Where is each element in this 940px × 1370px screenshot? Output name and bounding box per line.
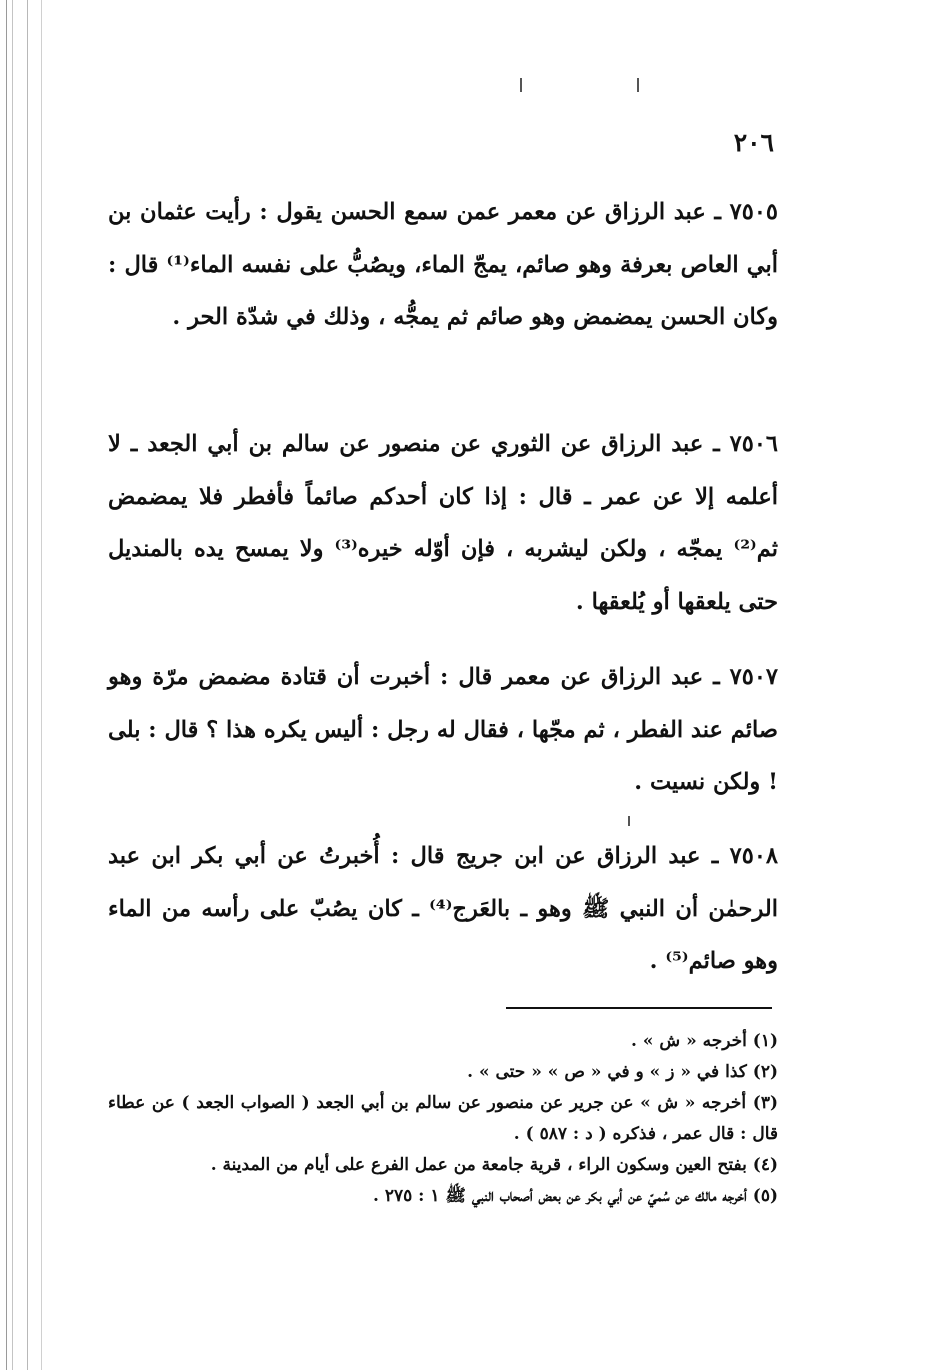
scan-edge-line	[6, 0, 7, 1370]
page-number: ٢٠٦	[733, 128, 774, 157]
scan-edge-line	[12, 0, 13, 1370]
footnote-4: (٤) بفتح العين وسكون الراء ، قرية جامعة من عمل الفرع على أيام من المدينة .	[210, 1155, 778, 1175]
footnote-2: (٢) كذا في « ز » و في « ص » « حتى » .	[467, 1062, 778, 1082]
footnote-5: (٥) أخرجه مالك عن سُميّ عن أبي بكر عن بعض أصحاب النبي ﷺ ١ : ٢٧٥ .	[372, 1186, 778, 1206]
scan-speck	[628, 816, 630, 826]
scan-speck	[637, 78, 639, 92]
hadith-paragraph-7506: ٧٥٠٦ ـ عبد الرزاق عن الثوري عن منصور عن سالم بن أبي الجعد ـ لا أعلمه إلا عن عمر ـ قال : إذا كان أحدكم صائماً فأفطر فلا يمضمض ثم⁽²⁾ يمجّه ، ولكن ليشربه ، فإن أوّله خيره⁽³⁾ ولا يمسح يده بالمنديل حتى يلعقها أو يُلعقها .	[108, 431, 778, 615]
footnote-3: (٣) أخرجه « ش » عن جرير عن منصور عن سالم بن أبي الجعد ( الصواب الجعد ) عن عطاء قال : قال عمر ، فذكره ( د : ٥٨٧ ) .	[108, 1093, 778, 1144]
scan-speck	[520, 78, 522, 92]
scan-edge-line	[41, 0, 42, 1370]
footnote-divider	[506, 1007, 772, 1009]
scan-edge-line	[27, 0, 28, 1370]
hadith-paragraph-7507: ٧٥٠٧ ـ عبد الرزاق عن معمر قال : أخبرت أن قتادة مضمض مرّة وهو صائم عند الفطر ، ثم مجّها ، فقال له رجل : أليس يكره هذا ؟ قال : بلى ! ولكن نسيت .	[108, 664, 778, 795]
footnotes	[108, 1026, 778, 1212]
hadith-paragraph-7505: ٧٥٠٥ ـ عبد الرزاق عن معمر عمن سمع الحسن يقول : رأيت عثمان بن أبي العاص بعرفة وهو صائم، يمجّ الماء، ويصُبُّ على نفسه الماء⁽¹⁾ قال : وكان الحسن يمضمض وهو صائم ثم يمجُّه ، وذلك في شدّة الحر .	[108, 199, 779, 330]
footnote-1: (١) أخرجه « ش » .	[631, 1031, 778, 1051]
hadith-paragraph-7508: ٧٥٠٨ ـ عبد الرزاق عن ابن جريج قال : أُخبرتُ عن أبي بكر ابن عبد الرحمٰن أن النبي ﷺ وهو ـ بالعَرج⁽⁴⁾ ـ كان يصُبّ على رأسه من الماء وهو صائم⁽⁵⁾ .	[108, 843, 778, 974]
